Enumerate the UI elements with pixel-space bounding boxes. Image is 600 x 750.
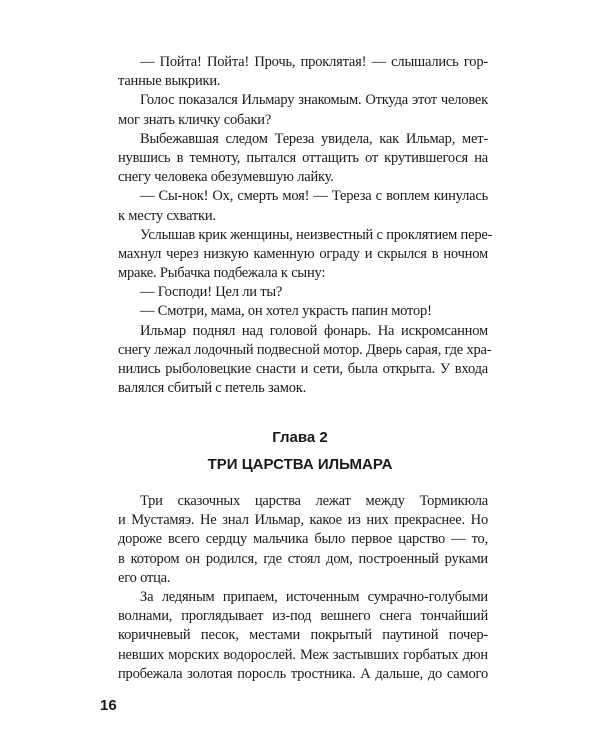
text-block-chapter-body — [118, 492, 488, 684]
text-line: дороже всего сердцу мальчика было первое царство — то, — [118, 531, 488, 548]
text-line: волнами, проглядывает из-под вешнего снега тончайший — [118, 608, 488, 625]
text-line: махнул через низкую каменную ограду и скрылся в ночном — [118, 245, 488, 262]
text-line: — Смотри, мама, он хотел украсть папин мотор! — [140, 303, 432, 320]
text-line: невших морских водорослей. Меж застывших горбатых дюн — [118, 646, 488, 663]
page-number: 16 — [100, 697, 117, 714]
text-block-before-chapter — [118, 53, 493, 398]
text-line: нились рыболовецкие снасти и сети, была открыта. У входа — [118, 361, 488, 377]
text-line: Ильмар поднял над головой фонарь. На искромсанном — [140, 322, 488, 339]
text-line: Три сказочных царства лежат между Тормикюла — [140, 493, 488, 509]
text-line: Выбежавшая следом Тереза увидела, как Ильмар, мет- — [140, 130, 488, 147]
text-line: танные выкрики. — [118, 73, 221, 90]
text-line: к месту схватки. — [118, 207, 216, 224]
text-line: Голос показался Ильмару знакомым. Откуда этот человек — [140, 92, 488, 109]
chapter-number: Глава 2 — [272, 429, 328, 446]
text-line: — Господи! Цел ли ты? — [140, 284, 283, 301]
text-line: коричневый песок, местами покрытый паутиной почер- — [118, 627, 488, 644]
text-line: нувшись в темноту, пытался оттащить от крутившегося на — [118, 149, 488, 166]
text-line: За ледяным припаем, источенным сумрачно-голубыми — [140, 588, 488, 605]
text-line: в котором он родился, где стоял дом, построенный руками — [118, 550, 488, 567]
text-line: снегу человека обезумевшую лайку. — [118, 169, 334, 186]
text-line: и Мустамяэ. Не знал Ильмар, какое из них прекраснее. Но — [118, 512, 488, 529]
chapter-title: ТРИ ЦАРСТВА ИЛЬМАРА — [207, 456, 393, 473]
text-line: мраке. Рыбачка подбежала к сыну: — [118, 265, 326, 282]
text-line: его отца. — [118, 569, 171, 586]
text-line: — Пойта! Пойта! Прочь, проклятая! — слышались гор- — [140, 54, 488, 70]
text-line: снегу лежал лодочный подвесной мотор. Дверь сарая, где хра- — [118, 341, 492, 358]
text-line: Услышав крик женщины, неизвестный с проклятием пере- — [140, 226, 493, 243]
text-line: — Сы-нок! Ох, смерть моя! — Тереза с воплем кинулась — [140, 188, 488, 205]
text-line: мог знать кличку собаки? — [118, 111, 272, 128]
text-line: валялся сбитый с петель замок. — [118, 380, 307, 397]
text-line: пробежала золотая поросль тростника. А дальше, до самого — [118, 665, 488, 682]
